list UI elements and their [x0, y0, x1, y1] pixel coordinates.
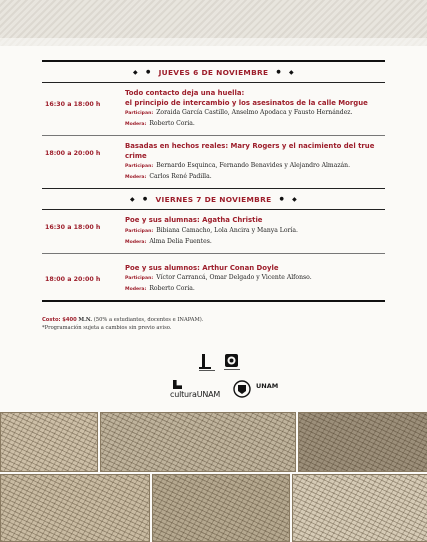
moderator-label: Modera:: [125, 175, 147, 180]
cultura-unam-mark-icon: [173, 380, 182, 389]
moderator-label: Modera:: [125, 239, 147, 245]
event-title: Poe y sus alumnos: Arthur Conan Doyle: [125, 263, 279, 272]
cost-inapam: INAPAM: [177, 317, 200, 323]
header-illustration-band: [0, 0, 427, 46]
diamond-ornament-icon: ◆: [289, 68, 294, 76]
dot-ornament-icon: ●: [276, 69, 282, 75]
dot-ornament-icon: ●: [279, 196, 285, 202]
event-row: [42, 210, 385, 253]
cost-label: Costo:: [42, 317, 61, 323]
participants-label: Participan:: [125, 276, 154, 281]
event-time: 16:30 a 18:00 h: [45, 224, 101, 231]
illustration-street: [100, 412, 296, 472]
cost-currency: M.N.: [78, 317, 93, 323]
footnote: [42, 316, 203, 332]
dot-ornament-icon: ●: [145, 69, 151, 75]
bottom-rule: [42, 300, 385, 302]
illustration-detectives: [152, 474, 290, 542]
illustration-fireplace: [0, 474, 150, 542]
day-heading-thursday: [42, 64, 385, 80]
participants: Bibiana Camacho, Lola Ancira y Manya Loría.: [156, 226, 298, 234]
participants: Víctor Carrancá, Omar Delgado y Vicente Alfonso.: [156, 274, 312, 281]
day-rule: [42, 188, 385, 189]
diamond-ornament-icon: ◆: [133, 68, 138, 76]
program-sheet: [42, 60, 385, 302]
event-subtitle: el principio de intercambio y los asesinatos de la calle Morgue: [125, 98, 368, 107]
diamond-ornament-icon: ◆: [129, 195, 135, 203]
schedule-note: *Programación sujeta a cambios sin previo aviso.: [42, 325, 172, 331]
top-rule: [42, 60, 385, 62]
cost-value: $400: [62, 317, 77, 323]
event-title: Todo contacto deja una huella:: [125, 89, 245, 97]
unam-wordmark: UNAM: [256, 382, 279, 390]
unam-coordinacion-logo-icon: [224, 354, 240, 372]
day-heading-text: VIERNES 7 DE NOVIEMBRE: [155, 194, 272, 204]
cultura-unam-logo: [170, 380, 220, 399]
event-row: [42, 135, 385, 188]
dot-ornament-icon: ●: [142, 196, 148, 202]
moderator: Carlos René Padilla.: [149, 173, 212, 180]
sponsor-logos: [0, 352, 427, 404]
event-time: 18:00 a 20:00 h: [45, 150, 101, 157]
cost-close: ).: [199, 317, 204, 323]
event-time: 16:30 a 18:00 h: [45, 101, 101, 108]
moderator: Alma Delia Fuentes.: [149, 237, 212, 245]
diamond-ornament-icon: ◆: [292, 195, 298, 203]
illustration-shipwreck: [0, 412, 98, 472]
illustration-ape: [298, 412, 427, 472]
moderator: Roberto Coria.: [149, 285, 195, 292]
event-time: 18:00 a 20:00 h: [45, 275, 101, 283]
event-row: [42, 83, 385, 135]
moderator-label: Modera:: [125, 287, 147, 292]
moderator-label: Modera:: [125, 122, 147, 127]
participants: Zoraida García Castillo, Anselmo Apodaca y Fausto Hernández.: [156, 109, 353, 116]
cost-discount: (50% a estudiantes, docentes e: [93, 317, 176, 323]
day-heading-text: JUEVES 6 DE NOVIEMBRE: [158, 67, 269, 77]
day-heading-friday: [42, 191, 385, 207]
participants-label: Participan:: [125, 164, 154, 169]
event-title: Poe y sus alumnas: Agatha Christie: [125, 216, 263, 224]
cultura-unam-text: culturaUNAM: [170, 390, 221, 399]
moderator: Roberto Coria.: [149, 120, 195, 127]
event-row: [42, 253, 385, 301]
participants-label: Participan:: [125, 228, 154, 234]
unam-shield-icon: [233, 380, 251, 398]
participants: Bernardo Esquinca, Fernando Benavides y Alejandro Almazán.: [156, 162, 351, 169]
literatura-logo-icon: [199, 354, 215, 372]
participants-label: Participan:: [125, 111, 154, 116]
illustration-letters: [292, 474, 427, 542]
event-title: Basadas en hechos reales: Mary Rogers y el nacimiento del true crime: [125, 142, 375, 160]
